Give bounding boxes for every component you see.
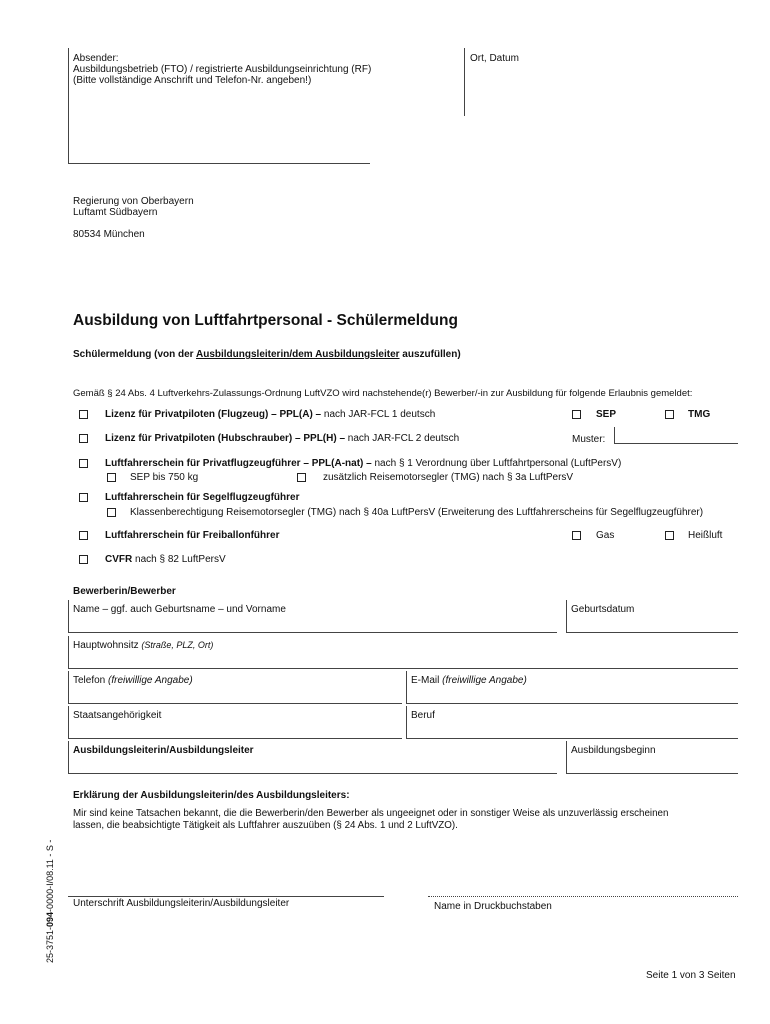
pplh-checkbox[interactable] (79, 434, 88, 443)
signature-line[interactable] (68, 896, 384, 897)
cvfr-checkbox[interactable] (79, 555, 88, 564)
form-code: 25-3751-094-0000-I/08.11 - S - (45, 839, 55, 963)
recipient-address: Regierung von Oberbayern Luftamt Südbayern 80534 München (73, 196, 194, 240)
start-label: Ausbildungsbeginn (571, 745, 656, 756)
muster-label: Muster: (572, 434, 606, 445)
sep-checkbox[interactable] (572, 410, 581, 419)
signature-label: Unterschrift Ausbildungsleiterin/Ausbildungsleiter (73, 898, 290, 909)
hot-air-label: Heißluft (688, 530, 723, 541)
print-name-line[interactable] (428, 896, 738, 897)
residence-label: Hauptwohnsitz (Straße, PLZ, Ort) (73, 640, 214, 651)
pplanat-label: Luftfahrerschein für Privatflugzeugführer – PPL(A-nat) – nach § 1 Verordnung über Luftfahrtpersonal (LuftPersV) (105, 458, 622, 469)
occupation-field[interactable] (406, 706, 738, 739)
tmg-checkbox[interactable] (665, 410, 674, 419)
sender-label: Absender: Ausbildungsbetrieb (FTO) / registrierte Ausbildungseinrichtung (RF) (Bitte vollständige Anschrift und Telefon-Nr. angeben!) (73, 53, 372, 86)
sep750-label: SEP bis 750 kg (130, 472, 199, 483)
print-name-label: Name in Druckbuchstaben (434, 901, 552, 912)
tmg-label: TMG (688, 409, 711, 420)
place-date-label: Ort, Datum (470, 53, 519, 64)
ppla-label: Lizenz für Privatpiloten (Flugzeug) – PPL(A) – nach JAR-FCL 1 deutsch (105, 409, 436, 420)
nationality-field[interactable] (68, 706, 402, 739)
tmg-add-label: zusätzlich Reisemotorsegler (TMG) nach § 3a LuftPersV (323, 472, 574, 483)
name-label: Name – ggf. auch Geburtsname – und Vorname (73, 604, 286, 615)
declaration-text: Mir sind keine Tatsachen bekannt, die die Bewerberin/den Bewerber als ungeeignet oder in sonstiger Weise als unzuverlässig erscheinen lassen, die beabsichtigte Tätigkeit als Luftfahrer auszuüben (§ 24 Abs. 1 und 2 LuftVZO). (73, 808, 669, 831)
declaration-heading: Erklärung der Ausbildungsleiterin/des Ausbildungsleiters: (73, 790, 350, 801)
start-field[interactable] (566, 741, 738, 774)
instructor-label: Ausbildungsleiterin/Ausbildungsleiter (73, 745, 254, 756)
occupation-label: Beruf (411, 710, 435, 721)
gas-checkbox[interactable] (572, 531, 581, 540)
balloon-checkbox[interactable] (79, 531, 88, 540)
email-label: E-Mail (freiwillige Angabe) (411, 675, 527, 686)
tmg-add-checkbox[interactable] (297, 473, 306, 482)
phone-field[interactable] (68, 671, 402, 704)
instructor-field[interactable] (68, 741, 557, 774)
subtitle: Schülermeldung (von der Ausbildungsleiterin/dem Ausbildungsleiter auszufüllen) (73, 349, 461, 360)
residence-field[interactable] (68, 636, 738, 669)
birthdate-label: Geburtsdatum (571, 604, 635, 615)
ppla-checkbox[interactable] (79, 410, 88, 419)
email-field[interactable] (406, 671, 738, 704)
muster-field[interactable] (614, 427, 738, 444)
glider-ext-label: Klassenberechtigung Reisemotorsegler (TMG) nach § 40a LuftPersV (Erweiterung des Luftfahrerscheins für Segelflugzeugführer) (130, 507, 704, 518)
page-number: Seite 1 von 3 Seiten (646, 970, 736, 981)
pplanat-checkbox[interactable] (79, 459, 88, 468)
balloon-label: Luftfahrerschein für Freiballonführer (105, 530, 280, 541)
phone-label: Telefon (freiwillige Angabe) (73, 675, 193, 686)
glider-checkbox[interactable] (79, 493, 88, 502)
glider-label: Luftfahrerschein für Segelflugzeugführer (105, 492, 300, 503)
hot-air-checkbox[interactable] (665, 531, 674, 540)
nationality-label: Staatsangehörigkeit (73, 710, 162, 721)
name-field[interactable] (68, 600, 557, 633)
sep-label: SEP (596, 409, 617, 420)
intro-text: Gemäß § 24 Abs. 4 Luftverkehrs-Zulassungs-Ordnung LuftVZO wird nachstehende(r) Bewerber/-in zur Ausbildung für folgende Erlaubnis gemeldet: (73, 388, 693, 399)
cvfr-label: CVFR nach § 82 LuftPersV (105, 554, 226, 565)
birthdate-field[interactable] (566, 600, 738, 633)
glider-ext-checkbox[interactable] (107, 508, 116, 517)
page-title: Ausbildung von Luftfahrtpersonal - Schülermeldung (73, 312, 458, 329)
pplh-label: Lizenz für Privatpiloten (Hubschrauber) – PPL(H) – nach JAR-FCL 2 deutsch (105, 433, 460, 444)
sep750-checkbox[interactable] (107, 473, 116, 482)
applicant-heading: Bewerberin/Bewerber (73, 586, 176, 597)
gas-label: Gas (596, 530, 615, 541)
